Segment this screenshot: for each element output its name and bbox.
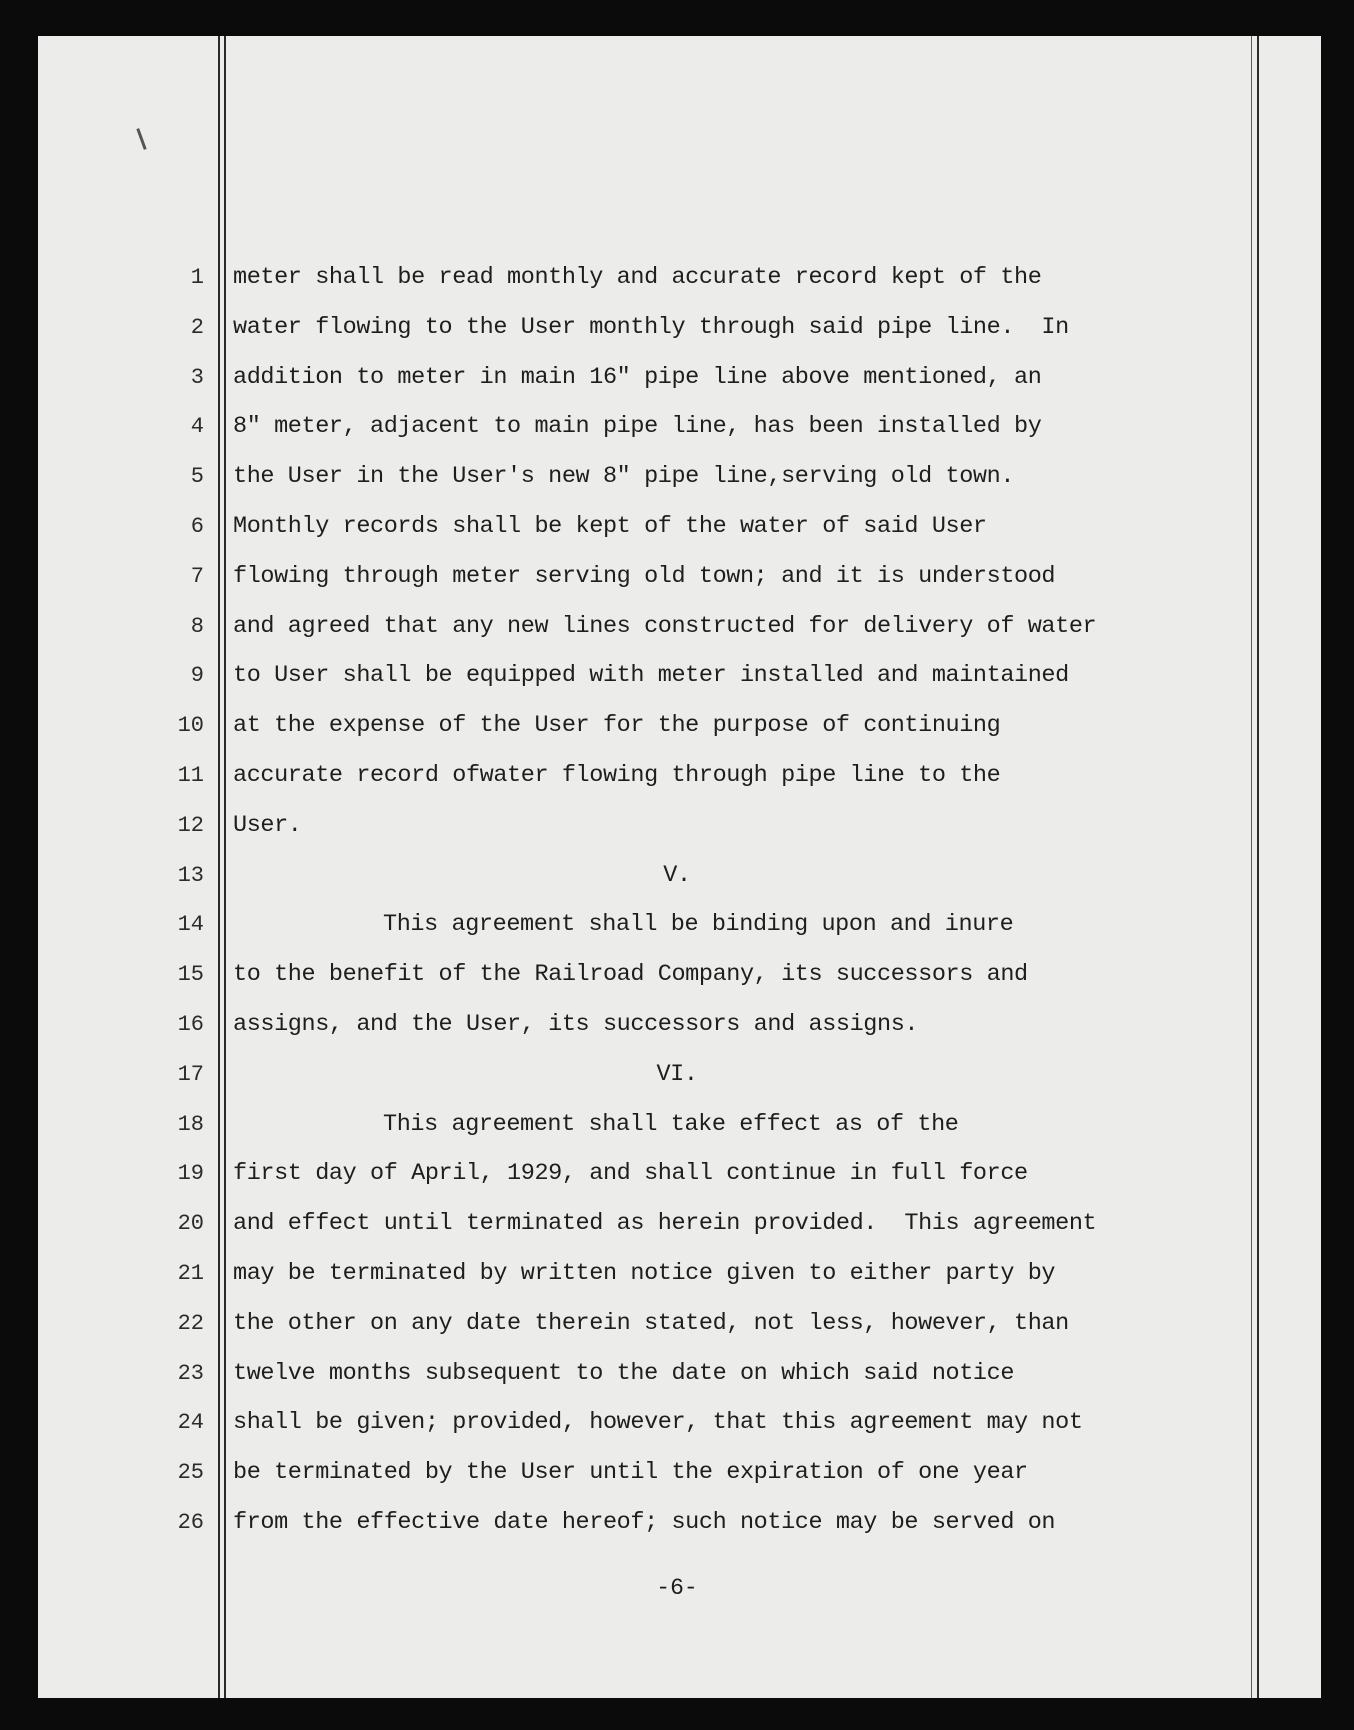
page-number: -6-: [656, 1575, 698, 1601]
line-number: 15: [177, 962, 204, 987]
line-number: 7: [190, 564, 204, 589]
document-line: 8" meter, adjacent to main pipe line, has been installed by: [233, 413, 1042, 440]
document-line: flowing through meter serving old town; and it is understood: [233, 563, 1056, 590]
document-line: accurate record ofwater flowing through pipe line to the: [233, 762, 1001, 789]
section-heading: VI.: [656, 1061, 698, 1088]
document-line: the other on any date therein stated, not less, however, than: [233, 1310, 1069, 1337]
document-line: This agreement shall be binding upon and inure: [383, 911, 1014, 938]
document-line: shall be given; provided, however, that this agreement may not: [233, 1409, 1083, 1436]
line-number: 20: [177, 1211, 204, 1236]
document-line: twelve months subsequent to the date on which said notice: [233, 1360, 1015, 1387]
document-line: and effect until terminated as herein provided. This agreement: [233, 1210, 1097, 1237]
line-number: 16: [177, 1012, 204, 1037]
line-number: 8: [190, 614, 204, 639]
line-number: 22: [177, 1311, 204, 1336]
document-line: This agreement shall take effect as of the: [383, 1111, 959, 1138]
line-number: 4: [190, 414, 204, 439]
line-number: 13: [177, 863, 204, 888]
document-line: at the expense of the User for the purpose of continuing: [233, 712, 1001, 739]
line-number: 5: [190, 464, 204, 489]
line-number: 25: [177, 1460, 204, 1485]
document-line: first day of April, 1929, and shall continue in full force: [233, 1160, 1028, 1187]
document-line: User.: [233, 812, 302, 839]
line-number: 17: [177, 1062, 204, 1087]
document-line: be terminated by the User until the expiration of one year: [233, 1459, 1028, 1486]
document-line: Monthly records shall be kept of the water of said User: [233, 513, 987, 540]
line-number: 14: [177, 912, 204, 937]
document-line: addition to meter in main 16" pipe line above mentioned, an: [233, 364, 1042, 391]
line-number: 1: [190, 265, 204, 290]
document-line: to the benefit of the Railroad Company, its successors and: [233, 961, 1028, 988]
line-number: 23: [177, 1361, 204, 1386]
document-line: and agreed that any new lines constructed for delivery of water: [233, 613, 1097, 640]
line-number: 26: [177, 1510, 204, 1535]
document-line: to User shall be equipped with meter installed and maintained: [233, 662, 1069, 689]
line-number: 21: [177, 1261, 204, 1286]
document-line: assigns, and the User, its successors and assigns.: [233, 1011, 919, 1038]
line-number: 12: [177, 813, 204, 838]
section-heading: V.: [663, 862, 691, 889]
document-line: may be terminated by written notice given to either party by: [233, 1260, 1056, 1287]
document-line: from the effective date hereof; such notice may be served on: [233, 1509, 1056, 1536]
line-number: 9: [190, 663, 204, 688]
line-number: 24: [177, 1410, 204, 1435]
line-number: 18: [177, 1112, 204, 1137]
line-number: 2: [190, 315, 204, 340]
line-number: 11: [177, 763, 204, 788]
line-number: 3: [190, 365, 204, 390]
document-line: the User in the User's new 8" pipe line,serving old town.: [233, 463, 1015, 490]
document-line: meter shall be read monthly and accurate record kept of the: [233, 264, 1042, 291]
line-number: 10: [177, 713, 204, 738]
line-number: 19: [177, 1161, 204, 1186]
document-line: water flowing to the User monthly through said pipe line. In: [233, 314, 1069, 341]
line-number: 6: [190, 514, 204, 539]
